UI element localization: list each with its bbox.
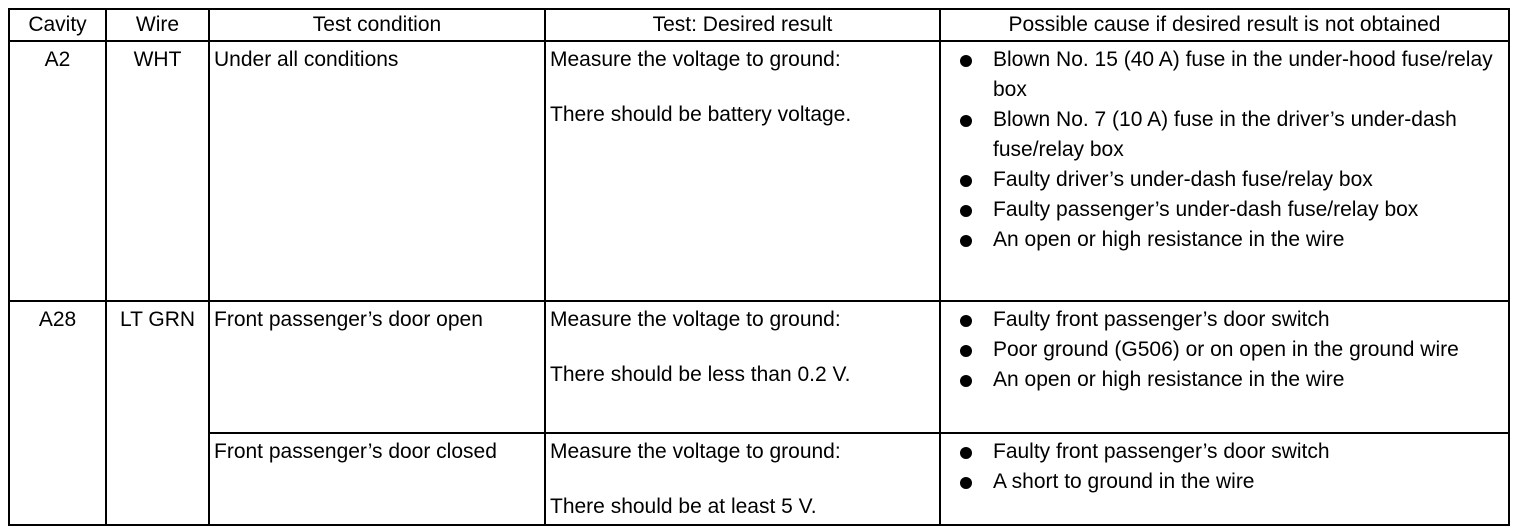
wire-value: LT GRN [119,308,196,331]
bullet-icon [960,315,972,327]
table-row [9,433,1509,525]
test-instruction: Measure the voltage to ground: [550,48,841,71]
cause-item: Faulty front passenger’s door switch [941,437,1508,467]
condition-cell [209,41,545,301]
bullet-icon [960,205,972,217]
causes-cell [940,41,1509,301]
header-row [9,9,1509,41]
cause-item: An open or high resistance in the wire [941,225,1508,255]
bullet-icon [960,175,972,187]
condition-value: Front passenger’s door closed [214,440,497,463]
header-desired-result: Test: Desired result [545,9,940,41]
wire-cell [106,41,209,301]
result-cell [545,433,940,525]
cavity-cell [9,301,106,525]
test-instruction: Measure the voltage to ground: [550,308,841,331]
cause-item: Blown No. 15 (40 A) fuse in the under-hood fuse/relay box [941,45,1508,105]
header-possible-cause: Possible cause if desired result is not obtained [940,9,1509,41]
desired-result: There should be less than 0.2 V. [550,363,851,386]
header-cavity: Cavity [9,9,106,41]
wire-value: WHT [133,48,182,71]
cause-item: Faulty driver’s under-dash fuse/relay box [941,165,1508,195]
condition-value: Front passenger’s door open [214,308,483,331]
test-instruction: Measure the voltage to ground: [550,440,841,463]
result-cell [545,41,940,301]
wire-cell [106,301,209,525]
desired-result: There should be battery voltage. [550,103,852,126]
causes-list [941,434,1508,499]
bullet-icon [960,447,972,459]
table-row [9,41,1509,301]
causes-cell [940,301,1509,433]
bullet-icon [960,55,972,67]
causes-cell [940,433,1509,525]
bullet-icon [960,115,972,127]
condition-cell [209,301,545,433]
cause-item: An open or high resistance in the wire [941,365,1508,395]
bullet-icon [960,375,972,387]
condition-cell [209,433,545,525]
cavity-value: A28 [38,308,77,331]
cause-item: Faulty front passenger’s door switch [941,305,1508,335]
troubleshooting-table-container [8,8,1510,526]
table-row [9,301,1509,433]
header-test-condition: Test condition [209,9,545,41]
cause-item: Blown No. 7 (10 A) fuse in the driver’s under-dash fuse/relay box [941,105,1508,165]
troubleshooting-table [8,8,1510,526]
bullet-icon [960,477,972,489]
causes-list [941,302,1508,397]
causes-list [941,42,1508,257]
bullet-icon [960,235,972,247]
result-cell [545,301,940,433]
cavity-value: A2 [44,48,71,71]
desired-result: There should be at least 5 V. [550,495,817,518]
cavity-cell [9,41,106,301]
cause-item: A short to ground in the wire [941,467,1508,497]
condition-value: Under all conditions [214,48,399,71]
bullet-icon [960,345,972,357]
header-wire: Wire [106,9,209,41]
cause-item: Poor ground (G506) or on open in the ground wire [941,335,1508,365]
cause-item: Faulty passenger’s under-dash fuse/relay box [941,195,1508,225]
